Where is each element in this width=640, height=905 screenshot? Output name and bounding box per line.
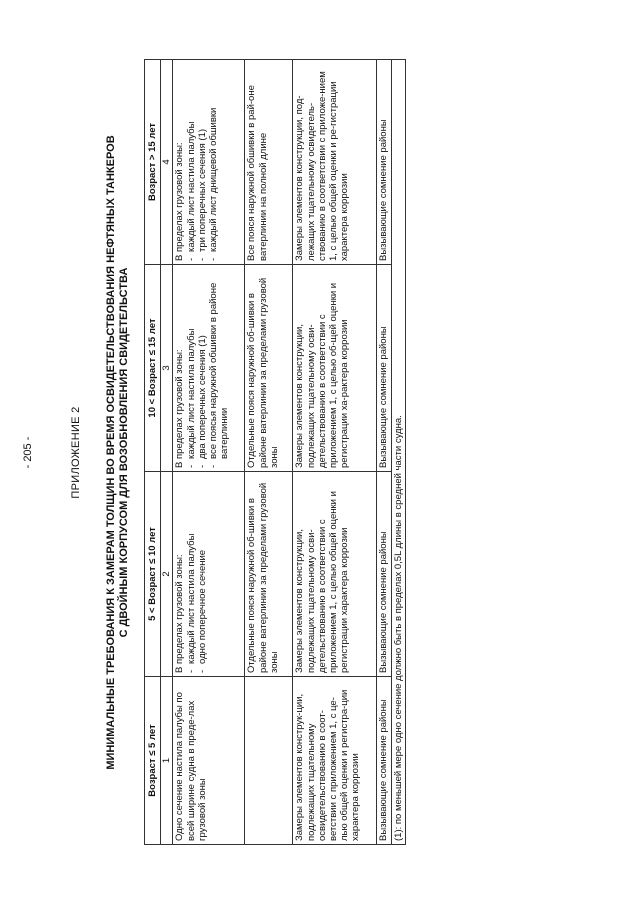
cell-r3-c1: Замеры элементов конструк-ции, подлежащих тщательному освидетельствованию в соот-ветствии с приложением 1, с це-лью общей оценки и регистра-ции характера коррозии bbox=[293, 677, 377, 845]
table-row bbox=[173, 60, 245, 845]
footnote: (1): по меньшей мере одно сечение должно быть в пределах 0,5L длины в средней части судна. bbox=[391, 60, 405, 845]
page-number: - 205 - bbox=[22, 436, 34, 469]
cell-r4-c4: Вызывающие сомнение районы bbox=[377, 60, 391, 265]
list-item: - каждый лист настила палубы bbox=[186, 63, 197, 261]
list-item: - каждый лист настила палубы bbox=[186, 268, 197, 468]
cell-r2-c1 bbox=[245, 677, 293, 845]
col-number-1: 1 bbox=[161, 677, 173, 845]
title-line-2: С ДВОЙНЫМ КОРПУСОМ ДЛЯ ВОЗОБНОВЛЕНИЯ СВИДЕТЕЛЬСТВА bbox=[118, 267, 130, 638]
appendix-heading: ПРИЛОЖЕНИЕ 2 bbox=[70, 406, 82, 499]
cell-r1-c4 bbox=[173, 60, 245, 265]
requirements-table bbox=[144, 59, 406, 845]
cell-r2-c3: Отдельные пояся наружной об-шивки в районе ватерлинии за пределами грузовой зоны bbox=[245, 265, 293, 472]
dash-list bbox=[186, 475, 208, 673]
list-item: - два поперечных сечения (1) bbox=[197, 268, 208, 468]
cell-r3-c3: Замеры элементов конструкции, подлежащих тщательному осви-детельствованию в соответствии с приложением 1, с целью об-щей оценки и регистрации ха-рактера коррозии bbox=[293, 265, 377, 472]
cell-r3-c4: Замеры элементов конструкции, под-лежащих тщательному освидетель-ствованию в соответствии с приложе-нием 1, с целью общей оценки и ре-гистрации характера коррозии bbox=[293, 60, 377, 265]
dash-list bbox=[186, 63, 220, 261]
cell-r4-c1: Вызывающие сомнение районы bbox=[377, 677, 391, 845]
cell-r3-c2: Замеры элементов конструкции, подлежащих тщательному осви-детельствованию в соответствии с приложением 1, с целью общей оценки и регистрации характера коррозии bbox=[293, 472, 377, 677]
cell-intro: В пределах грузовой зоны: bbox=[174, 349, 186, 468]
col-number-2: 2 bbox=[161, 472, 173, 677]
header-age-1: Возраст ≤ 5 лет bbox=[145, 677, 161, 845]
cell-r4-c2: Вызывающие сомнение районы bbox=[377, 472, 391, 677]
table-row bbox=[293, 60, 377, 845]
list-item: - все поясья наружной обшивки в районе ватерлинии bbox=[208, 268, 230, 468]
column-number-row bbox=[161, 60, 173, 845]
list-item: - три поперечных сечения (1) bbox=[197, 63, 208, 261]
cell-r2-c2: Отдельные пояся наружной об-шивки в районе ватерлинии за пределами грузовой зоны bbox=[245, 472, 293, 677]
cell-r4-c3: Вызывающие сомнение районы bbox=[377, 265, 391, 472]
document-title bbox=[105, 60, 131, 845]
dash-list bbox=[186, 268, 231, 468]
header-age-2: 5 < Возраст ≤ 10 лет bbox=[145, 472, 161, 677]
header-age-4: Возраст > 15 лет bbox=[145, 60, 161, 265]
title-line-1: МИНИМАЛЬНЫЕ ТРЕБОВАНИЯ К ЗАМЕРАМ ТОЛЩИН ВО ВРЕМЯ ОСВИДЕТЕЛЬСТВОВАНИЯ НЕФТЯНЫХ ТАНКЕРОВ bbox=[105, 135, 117, 770]
list-item: - одно поперечное сечение bbox=[197, 475, 208, 673]
cell-intro: В пределах грузовой зоны: bbox=[174, 554, 186, 673]
cell-r1-c1: Одно сечение настила палубы по всей ширине судна в преде-лах грузовой зоны bbox=[173, 677, 245, 845]
col-number-3: 3 bbox=[161, 265, 173, 472]
cell-r1-c2 bbox=[173, 472, 245, 677]
footnote-row bbox=[391, 60, 405, 845]
list-item: - каждый лист днищевой обшивки bbox=[208, 63, 219, 261]
table-row bbox=[377, 60, 391, 845]
list-item: - каждый лист настила палубы bbox=[186, 475, 197, 673]
table-row bbox=[245, 60, 293, 845]
col-number-4: 4 bbox=[161, 60, 173, 265]
cell-r1-c3 bbox=[173, 265, 245, 472]
header-age-3: 10 < Возраст ≤ 15 лет bbox=[145, 265, 161, 472]
cell-intro: В пределах грузовой зоны: bbox=[174, 142, 186, 261]
header-row bbox=[145, 60, 161, 845]
cell-r2-c4: Все пояся наружной обшивки в рай-оне ватерлинии на полной длине bbox=[245, 60, 293, 265]
